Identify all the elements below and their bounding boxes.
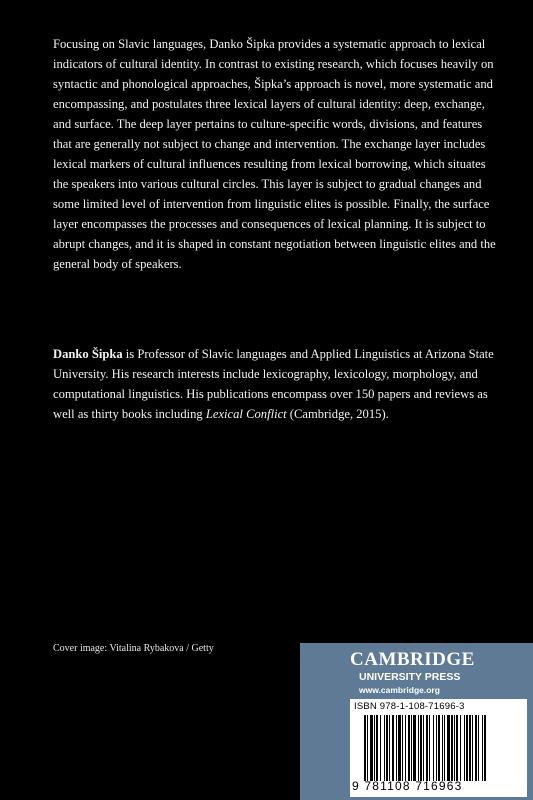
author-name: Danko Šipka (53, 347, 123, 361)
publisher-subname: UNIVERSITY PRESS (359, 671, 461, 683)
publisher-block (300, 643, 533, 800)
back-cover-description: Focusing on Slavic languages, Danko Šipka provides a systematic approach to lexical indicators of cultural identity. In contrast to existing research, which focuses heavily on syntactic and phonological approaches, Šipka’s approach is novel, more systematic and encompassing, and postulates three lexical layers of cultural identity: deep, exchange, and surface. The deep layer pertains to culture-specific words, divisions, and features that are generally not subject to change and intervention. The exchange layer includes lexical markers of cultural influences resulting from lexical borrowing, which situates the speakers into various cultural circles. This layer is subject to gradual changes and some limited level of intervention from linguistic elites is possible. Finally, the surface layer encompasses the processes and consequences of lexical planning. It is subject to abrupt changes, and it is shaped in constant negotiation between linguistic elites and the general body of speakers. (53, 37, 496, 271)
cover-image-credit: Cover image: Vitalina Rybakova / Getty (53, 643, 214, 654)
author-bio (53, 344, 498, 424)
barcode-icon (364, 715, 524, 781)
isbn-label: ISBN 978-1-108-71696-3 (354, 701, 465, 712)
barcode-digits: 9 781108 716963 (352, 779, 463, 793)
bio-text-end: (Cambridge, 2015). (286, 407, 389, 421)
book-title: Lexical Conflict (205, 407, 287, 421)
publisher-logo-name: CAMBRIDGE (350, 649, 475, 670)
barcode-panel (350, 699, 527, 797)
bio-text: is Professor of Slavic languages and Applied Linguistics at Arizona State University. His research interests include lexicography, lexicology, morphology, and computational linguistics. His publications encompass over 150 papers and reviews as well as thirty books including (53, 347, 494, 421)
publisher-url: www.cambridge.org (359, 685, 440, 695)
